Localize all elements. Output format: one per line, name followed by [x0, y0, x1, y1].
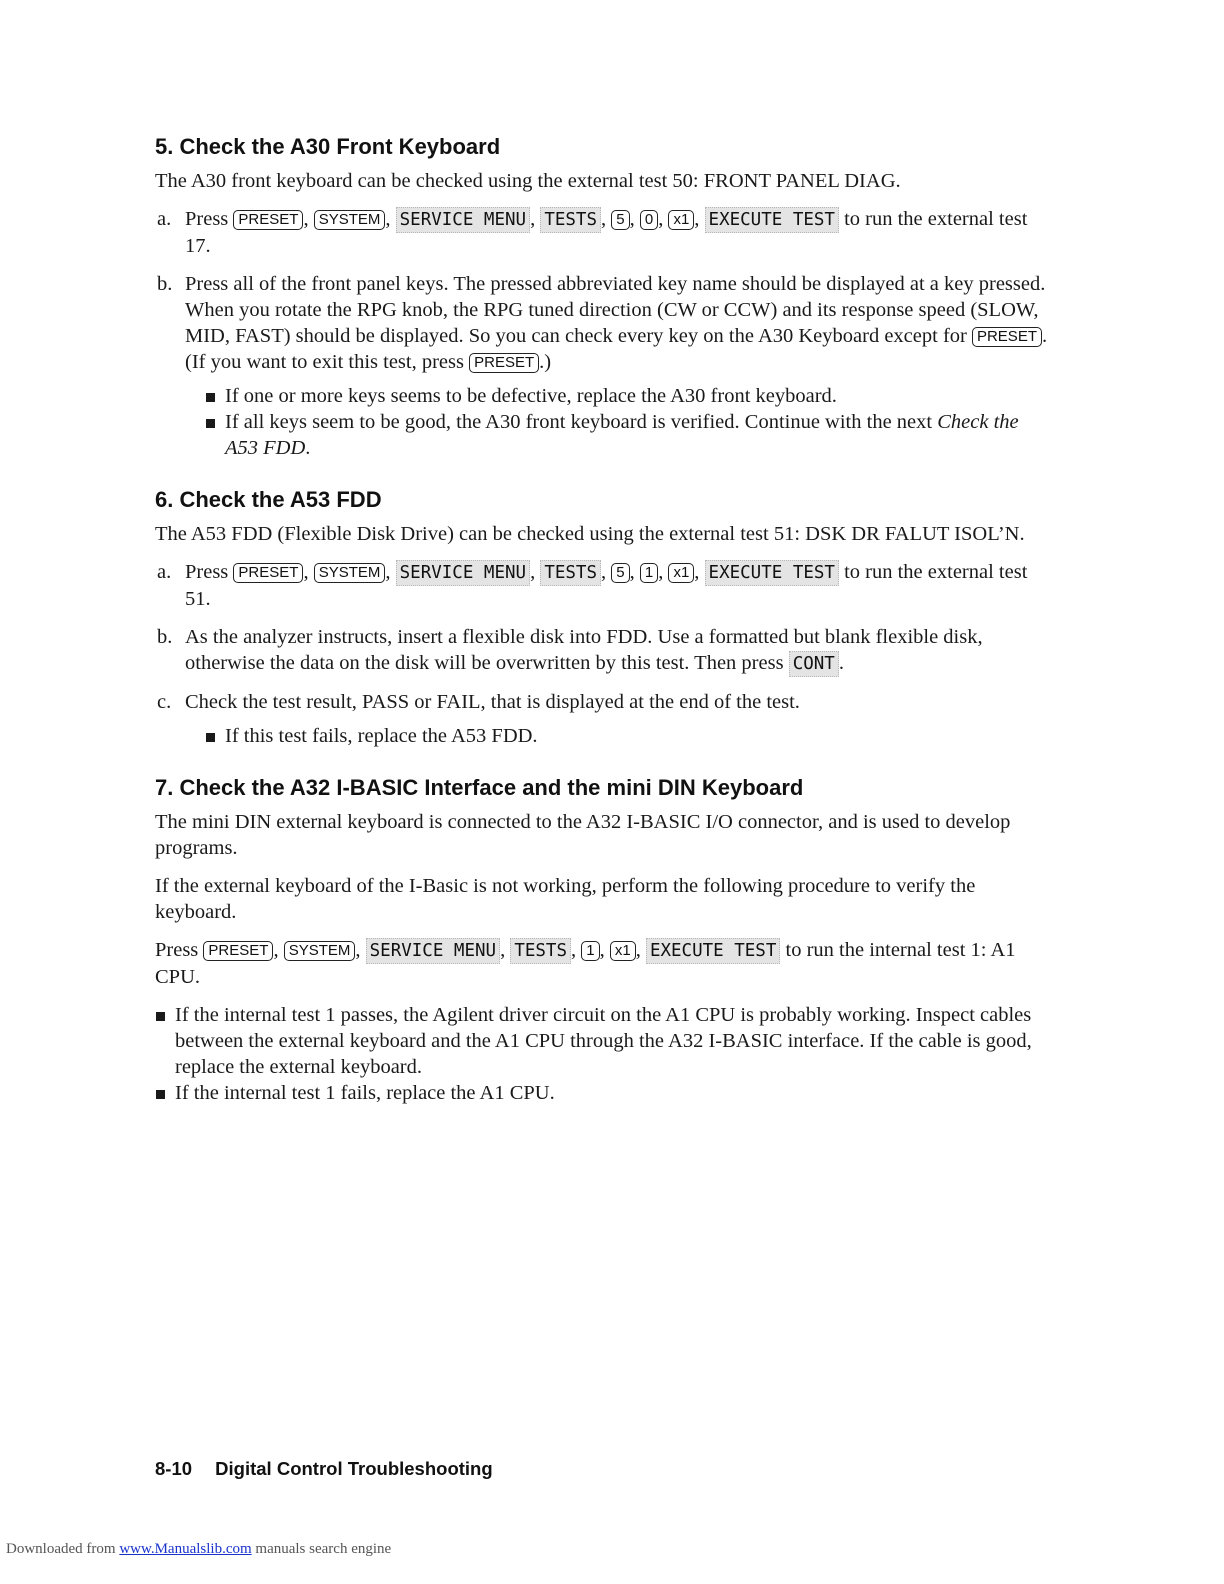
preset-hardkey: PRESET: [203, 941, 273, 961]
chapter-title: Digital Control Troubleshooting: [215, 1458, 493, 1479]
bullet-text: If all keys seem to be good, the A30 front keyboard is verified. Continue with the next: [225, 411, 933, 433]
section-7-paragraph: If the external keyboard of the I-Basic is not working, perform the following procedure to verify the keyboard.: [155, 875, 976, 923]
step-6b: [155, 624, 1055, 677]
section-6-intro: The A53 FDD (Flexible Disk Drive) can be checked using the external test 51: DSK DR FALUT ISOL’N.: [155, 523, 1025, 545]
procedure-tail-text: to run the internal test 1: A1 CPU.: [155, 939, 1016, 988]
section-7-procedure: Press PRESET , SYSTEM , SERVICE MENU , TESTS , 1 , x1 , EXECUTE TEST to run the internal test 1: A1 CPU.: [155, 939, 1016, 988]
preset-hardkey: PRESET: [972, 327, 1042, 347]
step-tail-text: to run the external test 17.: [185, 208, 1028, 257]
step-tail-text: to run the external test 51.: [185, 561, 1028, 610]
step-marker: b.: [157, 626, 173, 648]
preset-hardkey: PRESET: [233, 210, 303, 230]
tests-softkey: TESTS: [540, 207, 601, 233]
step-marker: a.: [157, 208, 172, 230]
service-menu-softkey: SERVICE MENU: [396, 560, 530, 586]
step-5b: [155, 271, 1055, 461]
section-7-intro: The mini DIN external keyboard is connected to the A32 I-BASIC I/O connector, and is used to develop programs.: [155, 811, 1011, 859]
system-hardkey: SYSTEM: [314, 210, 386, 230]
x1-hardkey: x1: [610, 941, 636, 961]
step-6c: [155, 689, 1055, 749]
cross-reference: Check the A53 FDD: [225, 411, 1019, 459]
system-hardkey: SYSTEM: [314, 563, 386, 583]
download-suffix: manuals search engine: [255, 1541, 392, 1557]
section-6-steps: [155, 559, 1055, 749]
section-7-bullets: [155, 1002, 1055, 1106]
cont-softkey: CONT: [789, 651, 839, 677]
step-6c-bullets: [185, 723, 1055, 749]
tests-softkey: TESTS: [510, 938, 571, 964]
step-text: .): [539, 351, 552, 373]
one-hardkey: 1: [581, 941, 599, 961]
section-5-intro: The A30 front keyboard can be checked using the external test 50: FRONT PANEL DIAG.: [155, 170, 901, 192]
step-5b-bullets: [185, 383, 1055, 461]
execute-test-softkey: EXECUTE TEST: [646, 938, 780, 964]
page-content: [155, 132, 1055, 1130]
step-text: As the analyzer instructs, insert a flexible disk into FDD. Use a formatted but blank flexible disk, otherwise the data on the disk will be overwritten by this test. Then press: [185, 626, 983, 674]
zero-hardkey: 0: [640, 210, 658, 230]
step-marker: b.: [157, 273, 173, 295]
step-marker: c.: [157, 691, 172, 713]
section-6-title: 6. Check the A53 FDD: [155, 487, 382, 512]
download-notice: [6, 1541, 391, 1558]
execute-test-softkey: EXECUTE TEST: [705, 207, 839, 233]
bullet-end: .: [305, 437, 311, 459]
tests-softkey: TESTS: [540, 560, 601, 586]
x1-hardkey: x1: [668, 210, 694, 230]
download-prefix: Downloaded from: [6, 1541, 116, 1557]
system-hardkey: SYSTEM: [284, 941, 356, 961]
section-7: [155, 773, 1055, 1106]
x1-hardkey: x1: [668, 563, 694, 583]
step-end: .: [838, 652, 844, 674]
bullet-item: If one or more keys seems to be defective, replace the A30 front keyboard.: [205, 383, 1055, 409]
page-number: 8-10: [155, 1458, 193, 1479]
section-5-steps: [155, 206, 1055, 461]
press-text: Press: [185, 208, 229, 230]
section-7-title: 7. Check the A32 I-BASIC Interface and the mini DIN Keyboard: [155, 775, 804, 800]
step-5a: a. Press PRESET , SYSTEM , SERVICE MENU , TESTS , 5 , 0 , x1 , EXECUTE TEST to run the external test 17.: [157, 208, 1028, 257]
five-hardkey: 5: [611, 563, 629, 583]
five-hardkey: 5: [611, 210, 629, 230]
service-menu-softkey: SERVICE MENU: [396, 207, 530, 233]
press-text: Press: [155, 939, 199, 961]
bullet-item: If the internal test 1 passes, the Agilent driver circuit on the A1 CPU is probably working. Inspect cables between the external keyboard and the A1 CPU through the A32 I-BASIC interface. If the cable is good, replace the external keyboard.: [155, 1002, 1055, 1080]
section-6: [155, 485, 1055, 749]
one-hardkey: 1: [640, 563, 658, 583]
step-marker: a.: [157, 561, 172, 583]
press-text: Press: [185, 561, 229, 583]
step-text: Press all of the front panel keys. The pressed abbreviated key name should be displayed at a key pressed. When you rotate the RPG knob, the RPG tuned direction (CW or CCW) and its response speed (SLOW, MID, FAST) should be displayed. So you can check every key on the A30 Keyboard except for: [185, 273, 1046, 347]
section-5-title: 5. Check the A30 Front Keyboard: [155, 134, 501, 159]
step-6a: a. Press PRESET , SYSTEM , SERVICE MENU , TESTS , 5 , 1 , x1 , EXECUTE TEST to run the external test 51.: [157, 561, 1028, 610]
manualslib-link[interactable]: www.Manualslib.com: [119, 1541, 252, 1557]
step-text: . (If you want to exit this test, press: [185, 325, 1048, 373]
page-footer: [155, 1458, 493, 1480]
service-menu-softkey: SERVICE MENU: [366, 938, 500, 964]
step-text: Check the test result, PASS or FAIL, that is displayed at the end of the test.: [185, 691, 800, 713]
section-5: [155, 132, 1055, 461]
preset-hardkey: PRESET: [233, 563, 303, 583]
execute-test-softkey: EXECUTE TEST: [705, 560, 839, 586]
preset-hardkey: PRESET: [469, 353, 539, 373]
bullet-item: If the internal test 1 fails, replace the A1 CPU.: [155, 1080, 1055, 1106]
bullet-item: [205, 409, 1055, 461]
bullet-item: If this test fails, replace the A53 FDD.: [205, 723, 1055, 749]
